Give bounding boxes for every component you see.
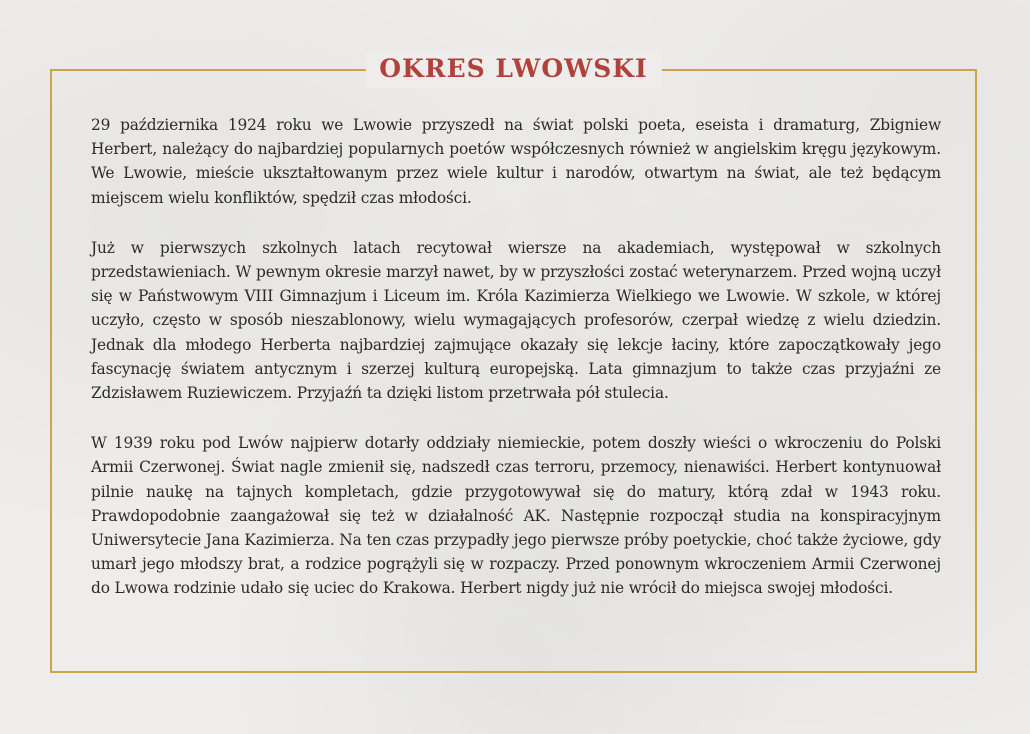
paragraph-3: W 1939 roku pod Lwów najpierw dotarły oddziały niemieckie, potem doszły wieści o wkroczeniu do Polski Armii Czerwonej. Świat nagle zmienił się, nadszedł czas terroru, przemocy, nienawiści. Herbert kontynuował pilnie naukę na tajnych kompletach, gdzie przygotowywał się do matury, którą zdał w 1943 roku. Prawdopodobnie zaangażował się też w działalność AK. Następnie rozpoczął studia na konspiracyjnym Uniwersytecie Jana Kazimierza. Na ten czas przypadły jego pierwsze próby poetyckie, choć także życiowe, gdy umarł jego młodszy brat, a rodzice pogrążyli się w rozpaczy. Przed ponownym wkroczeniem Armii Czerwonej do Lwowa rodzinie udało się uciec do Krakowa. Herbert nigdy już nie wrócił do miejsca swojej młodości. [91, 434, 941, 598]
page-title: OKRES LWOWSKI [379, 54, 648, 83]
paragraph-1: 29 października 1924 roku we Lwowie przyszedł na świat polski poeta, eseista i dramaturg, Zbigniew Herbert, należący do najbardziej popularnych poetów współczesnych również w angielskim kręgu językowym. We Lwowie, mieście ukształtowanym przez wiele kultur i narodów, otwartym na świat, ale też będącym miejscem wielu konfliktów, spędził czas młodości. [91, 116, 941, 207]
article-body [91, 113, 941, 627]
paragraph-2: Już w pierwszych szkolnych latach recytował wiersze na akademiach, występował w szkolnych przedstawieniach. W pewnym okresie marzył nawet, by w przyszłości zostać weterynarzem. Przed wojną uczył się w Państwowym VIII Gimnazjum i Liceum im. Króla Kazimierza Wielkiego we Lwowie. W szkole, w której uczyło, często w sposób nieszablonowy, wielu wymagających profesorów, czerpał wiedzę z wielu dziedzin. Jednak dla młodego Herberta najbardziej zajmujące okazały się lekcje łaciny, które zapoczątkowały jego fascynację światem antycznym i szerzej kulturą europejską. Lata gimnazjum to także czas przyjaźni ze Zdzisławem Ruziewiczem. Przyjaźń ta dzięki listom przetrwała pół stulecia. [91, 238, 941, 403]
title-container [365, 50, 661, 88]
